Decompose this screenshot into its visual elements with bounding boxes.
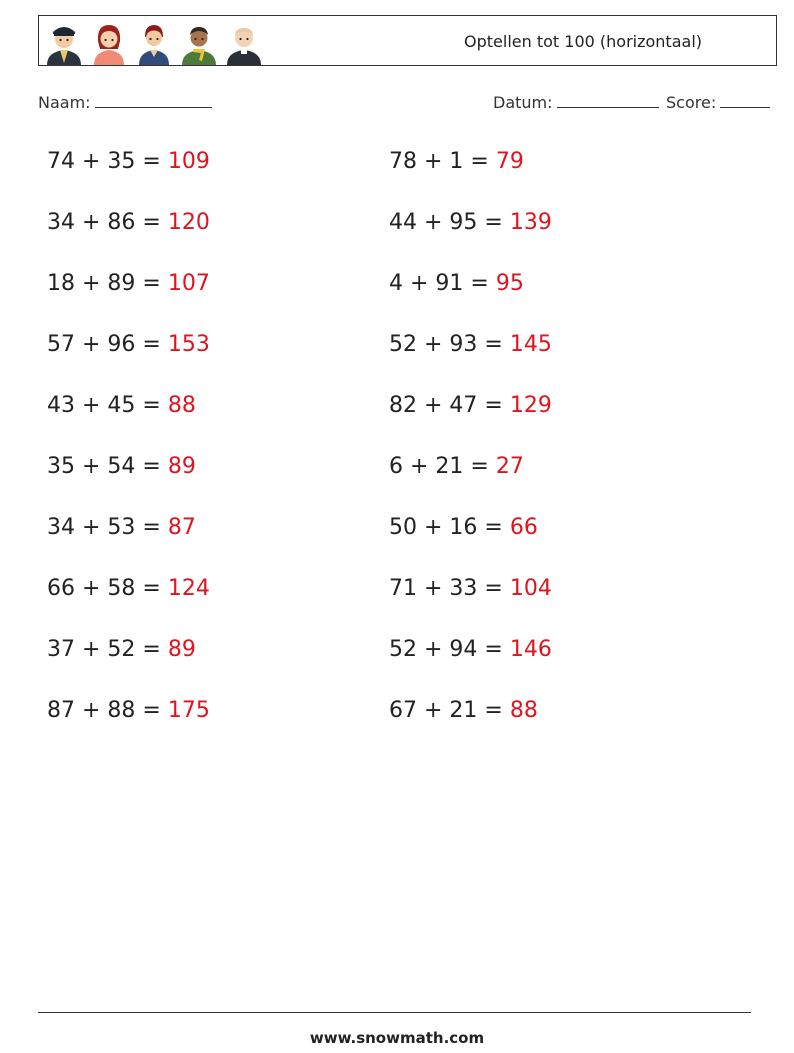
problem-answer: 124 <box>167 576 210 601</box>
addition-problem <box>47 454 196 480</box>
problem-answer: 107 <box>167 271 210 296</box>
addition-problem <box>389 515 538 541</box>
avatar-strip <box>43 19 268 65</box>
addition-problem <box>389 698 538 724</box>
problem-expression: 82 + 47 = <box>389 393 510 418</box>
problem-expression: 50 + 16 = <box>389 515 510 540</box>
problem-expression: 6 + 21 = <box>389 454 496 479</box>
problem-answer: 87 <box>167 515 196 540</box>
problem-expression: 78 + 1 = <box>389 149 496 174</box>
addition-problem <box>389 210 552 236</box>
problem-answer: 175 <box>167 698 210 723</box>
police-officer-avatar-icon <box>43 19 85 65</box>
problem-expression: 74 + 35 = <box>47 149 168 174</box>
footer-url: www.snowmath.com <box>309 1029 485 1047</box>
problem-expression: 18 + 89 = <box>47 271 168 296</box>
problem-answer: 95 <box>495 271 524 296</box>
problem-answer: 88 <box>167 393 196 418</box>
score-blank[interactable] <box>720 93 770 108</box>
woman-avatar-icon <box>88 19 130 65</box>
problem-answer: 129 <box>509 393 552 418</box>
problem-expression: 52 + 94 = <box>389 637 510 662</box>
problem-expression: 37 + 52 = <box>47 637 168 662</box>
name-field <box>38 93 212 112</box>
problem-answer: 66 <box>509 515 538 540</box>
problem-answer: 146 <box>509 637 552 662</box>
addition-problem <box>47 576 210 602</box>
problem-expression: 52 + 93 = <box>389 332 510 357</box>
addition-problem <box>389 454 524 480</box>
addition-problem <box>389 149 524 175</box>
problem-expression: 4 + 91 = <box>389 271 496 296</box>
addition-problem <box>47 393 196 419</box>
problem-expression: 71 + 33 = <box>389 576 510 601</box>
date-field <box>493 93 659 112</box>
problem-answer: 153 <box>167 332 210 357</box>
problem-expression: 35 + 54 = <box>47 454 168 479</box>
problem-expression: 57 + 96 = <box>47 332 168 357</box>
addition-problem <box>47 332 210 358</box>
name-label: Naam: <box>38 93 91 112</box>
man-scarf-avatar-icon <box>178 19 220 65</box>
problem-expression: 87 + 88 = <box>47 698 168 723</box>
problem-expression: 44 + 95 = <box>389 210 510 235</box>
priest-avatar-icon <box>223 19 265 65</box>
name-blank[interactable] <box>95 93 212 108</box>
problem-expression: 67 + 21 = <box>389 698 510 723</box>
problem-answer: 139 <box>509 210 552 235</box>
problem-answer: 145 <box>509 332 552 357</box>
addition-problem <box>47 515 196 541</box>
problem-answer: 89 <box>167 637 196 662</box>
footer-divider <box>38 1012 751 1013</box>
date-blank[interactable] <box>557 93 659 108</box>
problem-answer: 88 <box>509 698 538 723</box>
problem-answer: 27 <box>495 454 524 479</box>
problem-expression: 34 + 86 = <box>47 210 168 235</box>
addition-problem <box>389 332 552 358</box>
addition-problem <box>389 393 552 419</box>
score-field <box>666 93 770 112</box>
problem-answer: 120 <box>167 210 210 235</box>
score-label: Score: <box>666 93 717 112</box>
problem-answer: 89 <box>167 454 196 479</box>
addition-problem <box>389 637 552 663</box>
addition-problem <box>389 576 552 602</box>
problem-expression: 34 + 53 = <box>47 515 168 540</box>
problem-answer: 109 <box>167 149 210 174</box>
problem-answer: 104 <box>509 576 552 601</box>
addition-problem <box>47 271 210 297</box>
addition-problem <box>47 637 196 663</box>
worksheet-title: Optellen tot 100 (horizontaal) <box>464 32 702 51</box>
addition-problem <box>47 149 210 175</box>
header-box <box>38 15 777 66</box>
woman-blue-avatar-icon <box>133 19 175 65</box>
addition-problem <box>47 210 210 236</box>
problem-answer: 79 <box>495 149 524 174</box>
addition-problem <box>47 698 210 724</box>
problem-expression: 66 + 58 = <box>47 576 168 601</box>
problem-expression: 43 + 45 = <box>47 393 168 418</box>
addition-problem <box>389 271 524 297</box>
date-label: Datum: <box>493 93 553 112</box>
